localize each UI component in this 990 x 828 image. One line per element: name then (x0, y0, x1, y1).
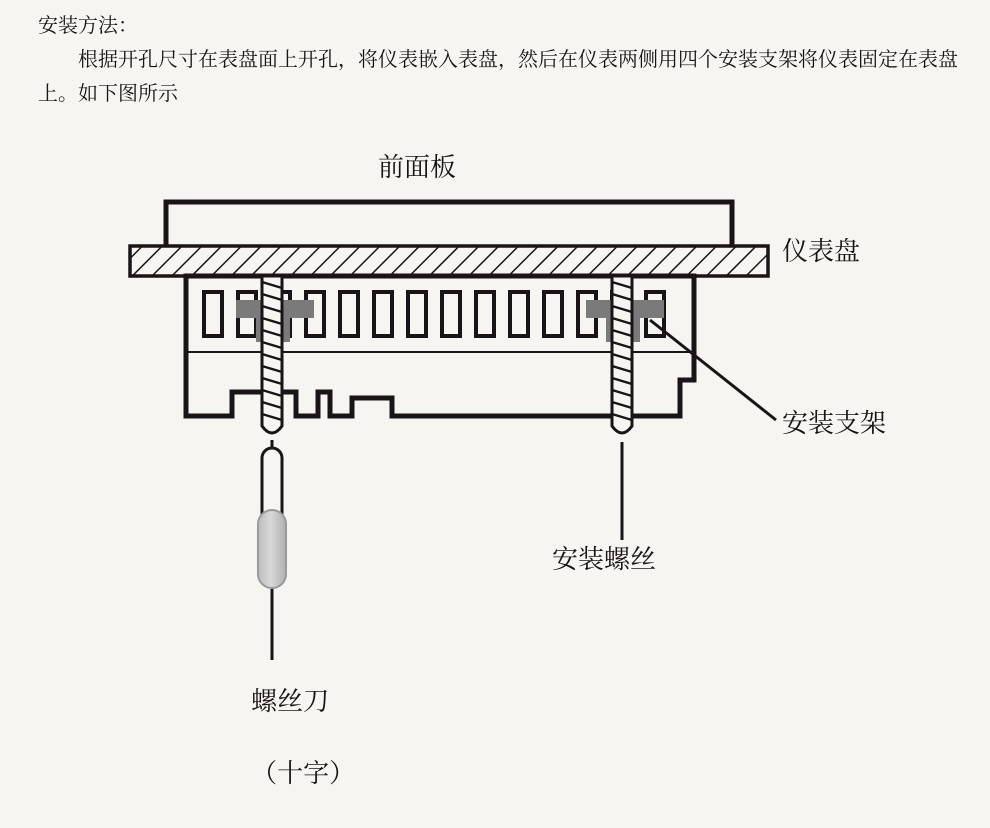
label-meter-plate: 仪表盘 (782, 237, 861, 267)
instructions-heading: 安装方法： (38, 13, 138, 37)
installation-diagram (0, 130, 990, 790)
front-panel-body (166, 202, 732, 248)
label-screwdriver-line1: 螺丝刀 (251, 687, 330, 717)
meter-plate-hatched-bar (130, 246, 768, 276)
label-screwdriver (218, 648, 355, 828)
diagram-svg (0, 130, 990, 790)
label-front-panel: 前面板 (378, 153, 457, 183)
mounting-screw-right (612, 276, 632, 433)
label-screwdriver-line2: （十字） (251, 759, 356, 789)
mounting-screw-left (262, 276, 282, 433)
installation-instructions (38, 8, 958, 110)
screwdriver (258, 440, 286, 660)
label-mounting-bracket: 安装支架 (782, 409, 887, 439)
instructions-paragraph: 根据开孔尺寸在表盘面上开孔，将仪表嵌入表盘，然后在仪表两侧用四个安装支架将仪表固定在表盘上。如下图所示 (38, 47, 958, 105)
label-mounting-screw: 安装螺丝 (552, 545, 657, 575)
